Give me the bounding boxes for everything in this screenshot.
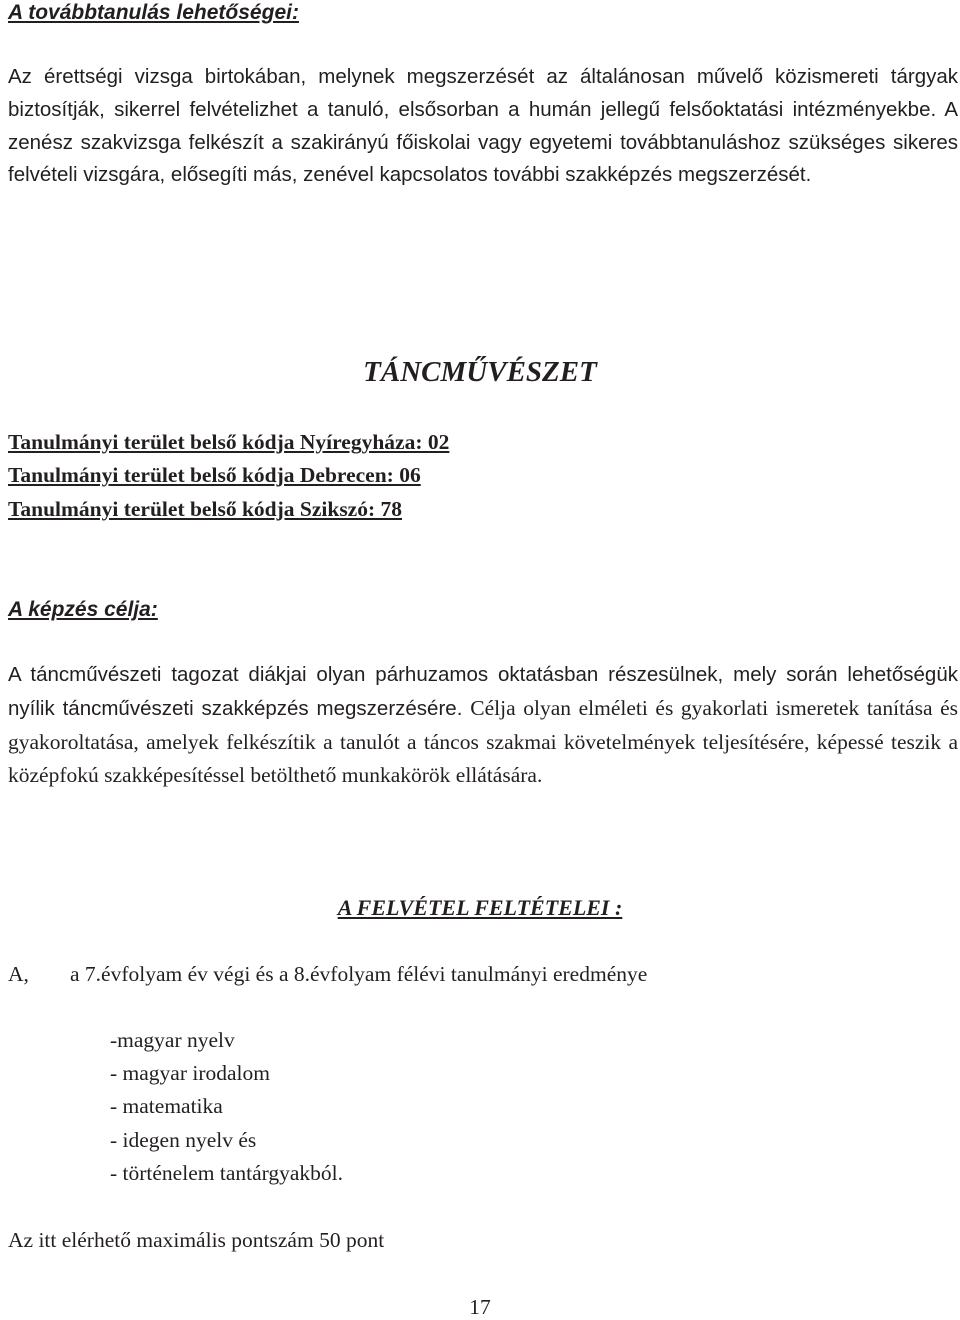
page-number: 17 — [469, 1295, 491, 1319]
section-heading-training-goal: A képzés célja: — [8, 598, 158, 621]
area-codes-list — [8, 426, 958, 526]
further-studies-paragraph: Az érettségi vizsga birtokában, melynek megszerzését az általánosan művelő közismereti tárgyak biztosítják, sikerrel felvételizhet a tanuló, elsősorban a humán jellegű felsőoktatási intézményekbe. A zenész szakvizsga felkészít a szakirányú főiskolai vagy egyetemi továbbtanuláshoz szükséges sikeres felvételi vizsgára, elősegíti más, zenével kapcsolatos további szakképzés megszerzését. — [8, 65, 958, 187]
area-code-szikszo: Tanulmányi terület belső kódja Szikszó: 78 — [8, 496, 403, 521]
section-title-dance: TÁNCMŰVÉSZET — [363, 356, 597, 388]
training-goal-sentence-2: Célja olyan elméleti és gyakorlati ismeretek tanítása és gyakoroltatása, amelyek felkészítik a tanulót a táncos szakmai követelmények teljesítésére, képessé teszik a középfokú szakképesítéssel betölthető munkakörök ellátására. — [8, 695, 958, 788]
training-goal-sentence-1: A táncművészeti tagozat diákjai olyan párhuzamos oktatásban részesülnek, mely során lehetőségük nyílik táncművészeti szakképzés megszerzésére. — [8, 663, 958, 720]
list-item: - matematika — [110, 1094, 223, 1119]
admission-item-label: A, — [8, 962, 29, 986]
section-heading-further-studies: A továbbtanulás lehetőségei: — [8, 1, 299, 24]
list-item: - idegen nyelv és — [110, 1127, 257, 1152]
list-item: - történelem tantárgyakból. — [110, 1160, 344, 1185]
list-item: -magyar nyelv — [110, 1028, 235, 1052]
max-points-text: Az itt elérhető maximális pontszám 50 pont — [8, 1228, 385, 1252]
area-code-nyiregyhaza: Tanulmányi terület belső kódja Nyíregyháza: 02 — [8, 430, 450, 454]
list-item: - magyar irodalom — [110, 1061, 271, 1086]
subjects-list — [110, 1024, 810, 1190]
section-title-admission: A FELVÉTEL FELTÉTELEI : — [337, 895, 623, 920]
admission-item-text: a 7.évfolyam év végi és a 8.évfolyam félévi tanulmányi eredménye — [70, 962, 648, 986]
training-goal-paragraph — [8, 659, 958, 793]
area-code-debrecen: Tanulmányi terület belső kódja Debrecen: 06 — [8, 463, 421, 488]
